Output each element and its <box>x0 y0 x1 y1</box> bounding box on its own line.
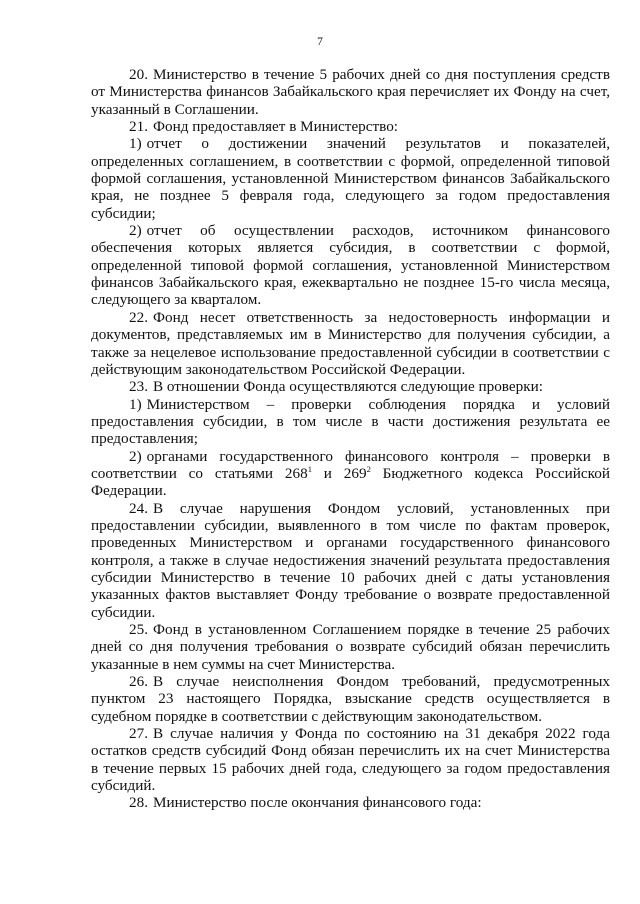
paragraph-text: В случае нарушения Фондом условий, установленных при предоставлении субсидии, выявленного в том числе по фактам проверок, проведенных Министерством и органами государственного финансового контроля, а также в случае недостижения значений результата предоставления субсидии Министерство в течение 10 рабочих дней с даты установления указанных фактов выставляет Фонду требование о возврате предоставленной субсидии. <box>91 499 610 621</box>
paragraph-27 <box>91 725 610 794</box>
subparagraph-text: отчет об осуществлении расходов, источником финансового обеспечения которых является субсидия, в соответствии с формой, определенной типовой формой соглашения, установленной Министерством финансов Забайкальского края, ежеквартально не позднее 15-го числа месяца, следующего за кварталом. <box>91 222 610 309</box>
document-body <box>91 66 610 812</box>
paragraph-text: В случае неисполнения Фондом требований, предусмотренных пунктом 23 настоящего Порядка, взыскание средств осуществляется в судебном порядке в соответствии с действующим законодательством. <box>91 673 610 725</box>
subparagraph-text-start: органами государственного финансового контроля – проверки в соответствии со статьями 268 <box>91 447 610 482</box>
subparagraph-23-1 <box>91 396 610 448</box>
paragraph-28 <box>91 794 610 811</box>
superscript-1: 1 <box>307 463 312 474</box>
paragraph-number: 23. <box>129 378 148 396</box>
subparagraph-number: 1) <box>129 395 142 413</box>
paragraph-text: Фонд в установленном Соглашением порядке в течение 25 рабочих дней со дня получения требования о возврате субсидий обязан перечислить указанные в нем суммы на счет Министерства. <box>91 621 610 673</box>
paragraph-text: Министерство после окончания финансового года: <box>152 794 482 812</box>
paragraph-text: Фонд предоставляет в Министерство: <box>152 118 399 136</box>
paragraph-text: В случае наличия у Фонда по состоянию на 31 декабря 2022 года остатков средств субсидий Фонд обязан перечислить их на счет Министерства в течение первых 15 рабочих дней года, следующего за годом предоставления субсидий. <box>91 725 610 795</box>
paragraph-number: 24. <box>129 499 148 517</box>
paragraph-21 <box>91 118 610 135</box>
paragraph-text: В отношении Фонда осуществляются следующие проверки: <box>152 378 543 396</box>
subparagraph-21-2 <box>91 222 610 309</box>
paragraph-23 <box>91 378 610 395</box>
subparagraph-number: 2) <box>129 222 142 240</box>
paragraph-number: 22. <box>129 308 148 326</box>
subparagraph-21-1 <box>91 135 610 222</box>
paragraph-number: 25. <box>129 621 148 638</box>
paragraph-text: Фонд несет ответственность за недостоверность информации и документов, представляемых им в Министерство для получения субсидии, а также за нецелевое использование предоставленной субсидии в соответствии с действующим законодательством Российской Федерации. <box>91 308 610 378</box>
subparagraph-text-middle: и 269 <box>311 464 367 482</box>
paragraph-22 <box>91 309 610 378</box>
subparagraph-text: отчет о достижении значений результатов и показателей, определенных соглашением, в соответствии с формой, определенной типовой формой соглашения, установленной Министерством финансов Забайкальского края, не позднее 5 февраля года, следующего за годом предоставления субсидии; <box>91 135 610 222</box>
subparagraph-number: 1) <box>129 135 142 153</box>
paragraph-number: 20. <box>129 66 148 83</box>
paragraph-text: Министерство в течение 5 рабочих дней со дня поступления средств от Министерства финансов Забайкальского края перечисляет их Фонду на счет, указанный в Соглашении. <box>91 66 610 118</box>
paragraph-26 <box>91 673 610 725</box>
paragraph-20 <box>91 66 610 118</box>
paragraph-number: 26. <box>129 673 148 691</box>
subparagraph-text-end: Бюджетного кодекса Российской Федерации. <box>91 464 610 500</box>
subparagraph-23-2 <box>91 448 610 500</box>
page-number: 7 <box>317 36 323 48</box>
paragraph-24 <box>91 500 610 621</box>
paragraph-25 <box>91 621 610 673</box>
superscript-2: 2 <box>366 463 371 474</box>
subparagraph-text: Министерством – проверки соблюдения порядка и условий предоставления субсидии, в том числе в части достижения результата ее предоставления; <box>91 395 610 448</box>
paragraph-number: 27. <box>129 725 148 743</box>
subparagraph-number: 2) <box>129 447 142 465</box>
paragraph-number: 21. <box>129 118 148 136</box>
paragraph-number: 28. <box>129 794 148 812</box>
